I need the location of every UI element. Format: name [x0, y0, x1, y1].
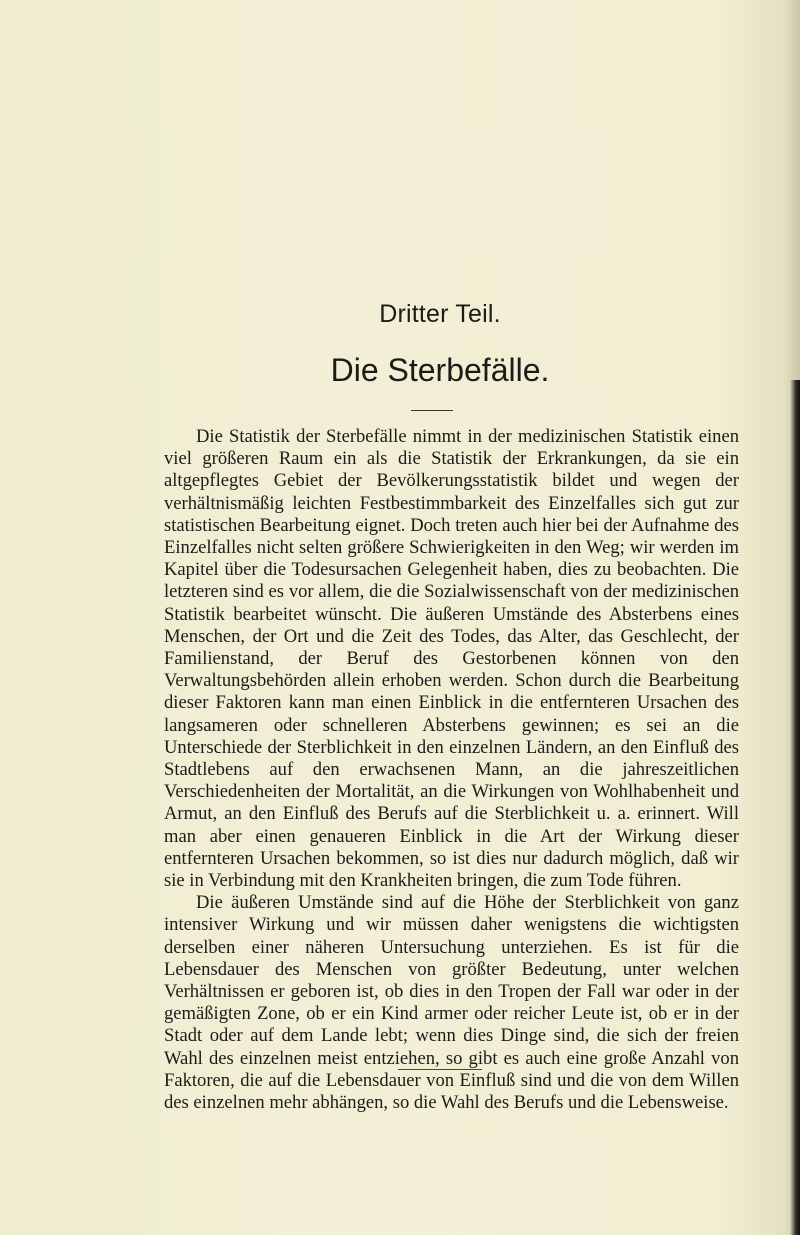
part-heading: Dritter Teil. — [379, 300, 501, 328]
title-divider — [411, 410, 453, 411]
paragraph: Die äußeren Umstände sind auf die Höhe der Sterblichkeit von ganz intensiver Wirkung und wir müssen daher wenigstens die wichtigsten derselben einer näheren Untersuchung unterziehen. Es ist für die Lebensdauer des Menschen von größter Bedeutung, unter welchen Verhältnissen er geboren ist, ob dies in den Tropen der Fall war oder in der gemäßigten Zone, ob er ein Kind armer oder reicher Leute ist, ob er in der Stadt oder auf dem Lande lebt; wenn dies Dinge sind, die sich der freien Wahl des einzelnen meist entziehen, so gibt es auch eine große Anzahl von Faktoren, die auf die Lebensdauer von Einfluß sind und die von dem Willen des einzelnen mehr abhängen, so die Wahl des Berufs und die Lebensweise. — [164, 892, 739, 1114]
section-end-divider — [398, 1069, 482, 1070]
body-text — [164, 426, 739, 1114]
chapter-title: Die Sterbefälle. — [330, 352, 550, 388]
page-edge-shadow — [790, 380, 800, 1235]
paragraph: Die Statistik der Sterbefälle nimmt in der medizinischen Statistik einen viel größeren Raum ein als die Statistik der Erkrankungen, da sie ein altgepflegtes Gebiet der Bevölkerungsstatistik bildet und wegen der verhältnismäßig leichten Festbestimmbarkeit des Einzelfalles sich gut zur statistischen Bearbeitung eignet. Doch treten auch hier bei der Aufnahme des Einzelfalles nicht selten größere Schwierigkeiten in den Weg; wir werden im Kapitel über die Todesursachen Gelegenheit haben, dies zu beobachten. Die letzteren sind es vor allem, die die Sozialwissenschaft von der medizinischen Statistik bearbeitet wünscht. Die äußeren Umstände des Absterbens eines Menschen, der Ort und die Zeit des Todes, das Alter, das Geschlecht, der Familienstand, der Beruf des Gestorbenen können von den Verwaltungsbehörden allein erhoben werden. Schon durch die Bearbeitung dieser Faktoren kann man einen Einblick in die entfernteren Ursachen des langsameren oder schnelleren Absterbens gewinnen; es sei an die Unterschiede der Sterblichkeit in den einzelnen Ländern, an den Einfluß des Stadtlebens auf den erwachsenen Mann, an die jahreszeitlichen Verschiedenheiten der Mortalität, an die Wirkungen von Wohlhabenheit und Armut, an den Einfluß des Berufs auf die Sterblichkeit u. a. erinnert. Will man aber einen genaueren Einblick in die Art der Wirkung dieser entfernteren Ursachen bekommen, so ist dies nur dadurch möglich, daß wir sie in Verbindung mit den Krankheiten bringen, die zum Tode führen. — [164, 426, 739, 892]
